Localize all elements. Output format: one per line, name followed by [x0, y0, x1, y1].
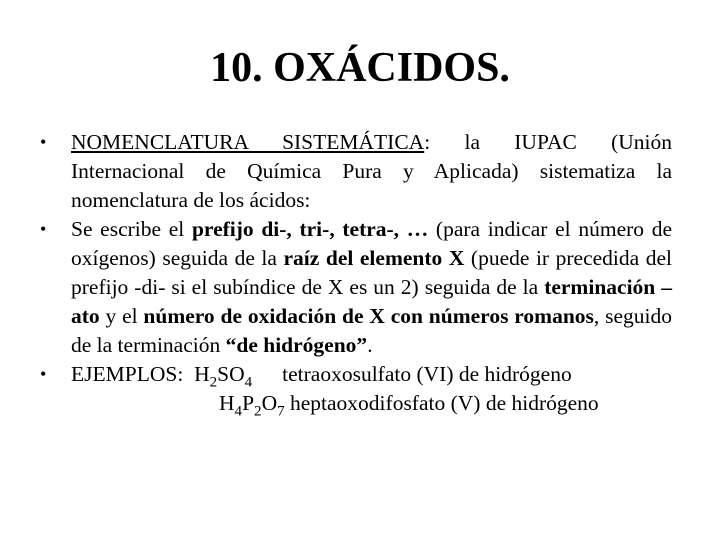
rule-text-3: (puede ir precedida del prefijo -di- si el subíndice de X es un 2) seguida de la [71, 246, 673, 299]
rule-bold-terminacion: terminación –ato [71, 275, 672, 328]
rule-text-1: Se escribe el [71, 217, 192, 241]
colon: : [424, 130, 431, 154]
term-nomenclatura-sistematica: NOMENCLATURA SISTEMÁTICA [71, 130, 425, 154]
rule-bold-prefijo: prefijo di-, tri-, tetra-, … [191, 217, 429, 241]
bullet-item-ejemplos [0, 360, 720, 418]
slide-title: 10. OXÁCIDOS. [210, 45, 510, 91]
bullet-item-nomenclatura [0, 128, 720, 215]
bullet-dot: • [40, 132, 47, 152]
bullet-list [0, 128, 720, 418]
examples-label: EJEMPLOS: [71, 362, 184, 386]
rule-text-5: , seguido de la terminación [71, 304, 672, 357]
bullet-dot: • [40, 364, 47, 384]
formula-h4p2o7: $H_4P_2O_7$ [219, 391, 285, 420]
rule-text-2: (para indicar el número de oxígenos) seguida de la [71, 217, 672, 270]
example-line-1 [71, 360, 672, 389]
rule-bold-de-hidrogeno: “de hidrógeno” [225, 333, 368, 357]
example-name-1: tetraoxosulfato (VI) de hidrógeno [282, 362, 572, 386]
bullet-item-regla [0, 215, 720, 360]
example-name-2: heptaoxodifosfato (V) de hidrógeno [290, 391, 599, 415]
bullet1-text: la IUPAC (Unión Internacional de Química Pura y Aplicada) sistematiza la nomenclatura de los ácidos: [71, 130, 672, 212]
example-line-2 [71, 389, 672, 418]
rule-text-4: y el [99, 304, 144, 328]
rule-text-6: . [367, 333, 373, 357]
formula-h2so4: $H_2SO_4$ [194, 362, 253, 391]
bullet-dot: • [40, 219, 47, 239]
rule-bold-numero-oxidacion: número de oxidación de X con números romanos [143, 304, 594, 328]
rule-bold-raiz: raíz del elemento X [283, 246, 465, 270]
